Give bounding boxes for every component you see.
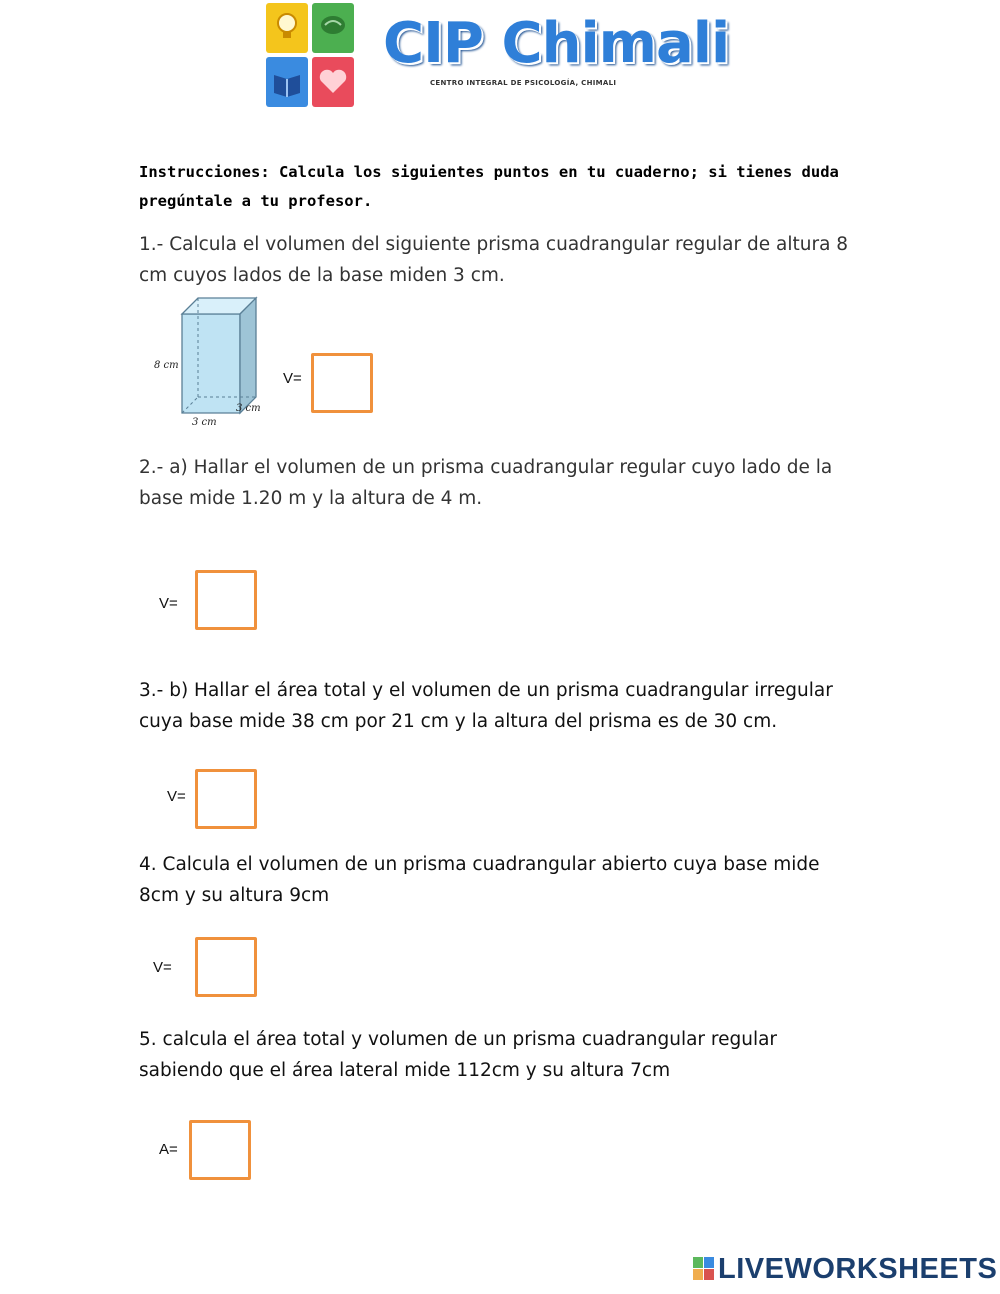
question-4: 4. Calcula el volumen de un prisma cuadrangular abierto cuya base mide 8cm y su altura 9cm [139, 854, 820, 906]
question-5: 5. calcula el área total y volumen de un prisma cuadrangular regular sabiendo que el área lateral mide 112cm y su altura 7cm [139, 1029, 778, 1081]
prism-width-label: 3 cm [192, 417, 217, 428]
liveworksheets-logo-icon [693, 1257, 715, 1281]
lightbulb-icon [266, 3, 308, 53]
question-2: 2.- a) Hallar el volumen de un prisma cuadrangular regular cuyo lado de la base mide 1.20 m y la altura de 4 m. [139, 457, 833, 509]
logo-tiles [266, 3, 356, 109]
prism-height-label: 8 cm [154, 360, 179, 371]
book-icon [266, 57, 308, 107]
answer-label-4: V= [153, 959, 172, 976]
question-3: 3.- b) Hallar el área total y el volumen de un prisma cuadrangular irregular cuya base mide 38 cm por 21 cm y la altura del prisma es de 30 cm. [139, 680, 833, 732]
brand-title: CIP Chimali [383, 11, 730, 76]
heart-icon [312, 57, 354, 107]
answer-label-3: V= [167, 788, 186, 805]
answer-box-2[interactable] [195, 570, 257, 630]
liveworksheets-brand: LIVEWORKSHEETS [718, 1253, 998, 1285]
answer-box-5[interactable] [189, 1120, 251, 1180]
brand-subtitle: CENTRO INTEGRAL DE PSICOLOGÍA, CHIMALI [430, 79, 617, 87]
prism-figure [150, 296, 265, 428]
brain-icon [312, 3, 354, 53]
question-1: 1.- Calcula el volumen del siguiente prisma cuadrangular regular de altura 8 cm cuyos lados de la base miden 3 cm. [139, 234, 849, 286]
answer-box-3[interactable] [195, 769, 257, 829]
answer-box-1[interactable] [311, 353, 373, 413]
answer-label-5: A= [159, 1141, 178, 1158]
prism-depth-label: 3 cm [236, 403, 261, 414]
instructions: Instrucciones: Calcula los siguientes puntos en tu cuaderno; si tienes duda pregúntale a tu profesor. [139, 163, 839, 210]
answer-label-2: V= [159, 595, 178, 612]
answer-box-4[interactable] [195, 937, 257, 997]
answer-label-1: V= [283, 370, 302, 387]
